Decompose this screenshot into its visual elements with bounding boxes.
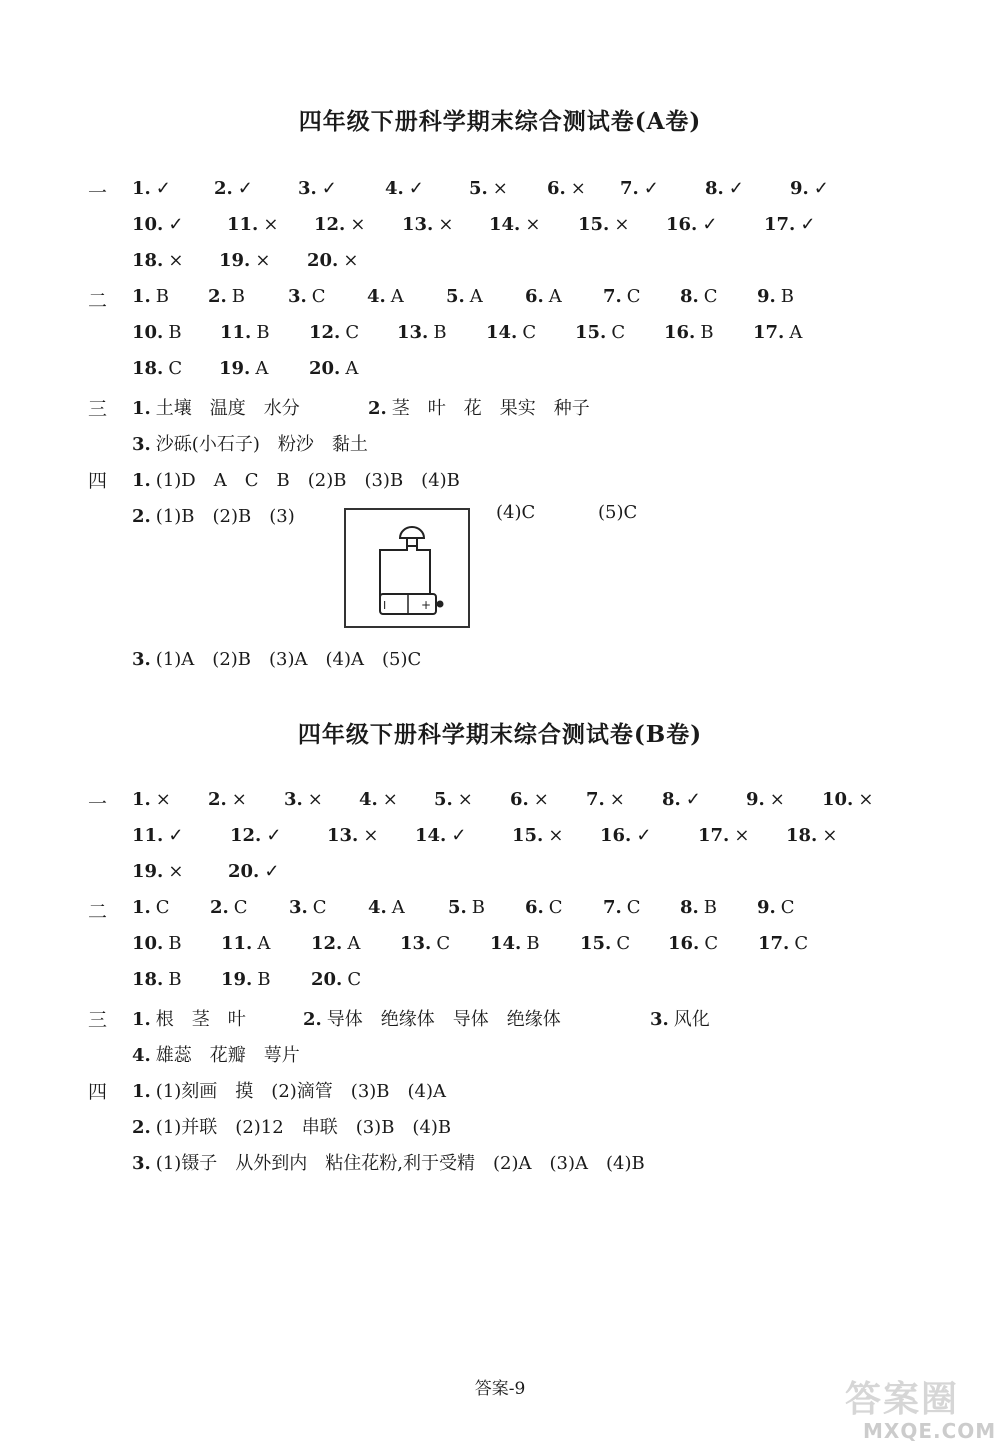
a-s2-label: 二 [88, 290, 108, 312]
answer-item: 8. ✓ [662, 789, 701, 810]
answer-item: 5. B [448, 897, 486, 918]
answer-item: 18. B [132, 969, 182, 990]
answer-item: 17. C [758, 933, 809, 954]
answer-item: 3. ✓ [298, 178, 337, 199]
answer-item: 6. C [525, 897, 563, 918]
answer-item: 3. 风化 [650, 1009, 710, 1030]
a-s1-row-3 [0, 250, 1000, 280]
answer-item: 11. ✓ [132, 825, 184, 846]
answer-item: 3. (1)镊子 从外到内 粘住花粉,利于受精 (2)A (3)A (4)B [132, 1153, 645, 1174]
b-s1-row-3 [0, 861, 1000, 891]
answer-item: 9. ✓ [790, 178, 829, 199]
answer-item: 17. × [698, 825, 750, 846]
site-watermark [845, 1380, 995, 1445]
answer-item: 1. B [132, 286, 170, 307]
answer-item: 16. ✓ [600, 825, 652, 846]
b-s2-row-3 [0, 969, 1000, 999]
paper-a-title: 四年级下册科学期末综合测试卷(A卷) [298, 108, 702, 135]
battery-minus-label: I [383, 599, 387, 612]
answer-item: 13. × [402, 214, 454, 235]
b-s4-row-2 [0, 1113, 1000, 1143]
answer-item: 19. A [219, 358, 269, 379]
a-s1-row-2 [0, 214, 1000, 244]
answer-item: 3. × [284, 789, 323, 810]
answer-item: (4)C [496, 502, 536, 523]
answer-item: 6. × [547, 178, 586, 199]
answer-item: 3. C [289, 897, 327, 918]
answer-item: 4. A [368, 897, 405, 918]
answer-item: 18. × [786, 825, 838, 846]
circuit-diagram [344, 508, 470, 628]
answer-item: 3. (1)A (2)B (3)A (4)A (5)C [132, 649, 422, 670]
b-s4-row-3 [0, 1149, 1000, 1179]
answer-item: 1. (1)D A C B (2)B (3)B (4)B [132, 470, 460, 491]
a-s4-row-3 [0, 645, 1000, 675]
answer-item: 7. C [603, 897, 641, 918]
answer-item: 11. A [221, 933, 271, 954]
b-s1-row-1 [0, 789, 1000, 819]
answer-item: 10. ✓ [132, 214, 184, 235]
answer-item: 12. × [314, 214, 366, 235]
answer-item: 2. ✓ [214, 178, 253, 199]
b-s3-row-2 [0, 1041, 1000, 1071]
answer-item: 10. B [132, 322, 182, 343]
answer-item: 1. C [132, 897, 170, 918]
b-s4-label: 四 [88, 1081, 108, 1103]
answer-item: 14. ✓ [415, 825, 467, 846]
answer-item: 11. × [227, 214, 279, 235]
answer-item: 2. 茎 叶 花 果实 种子 [368, 398, 590, 419]
a-s2-row-1 [0, 286, 1000, 316]
paper-b-title: 四年级下册科学期末综合测试卷(B卷) [297, 721, 703, 748]
answer-item: 2. 导体 绝缘体 导体 绝缘体 [303, 1009, 561, 1030]
b-s1-row-2 [0, 825, 1000, 855]
answer-item: 1. × [132, 789, 171, 810]
answer-item: 16. B [664, 322, 714, 343]
answer-item: 10. B [132, 933, 182, 954]
b-s2-row-1 [0, 897, 1000, 927]
answer-item: 15. C [580, 933, 631, 954]
answer-item: 15. × [578, 214, 630, 235]
b-s1-label: 一 [88, 793, 108, 815]
answer-item: 2. × [208, 789, 247, 810]
answer-item: 9. B [757, 286, 795, 307]
b-s2-row-2 [0, 933, 1000, 963]
answer-item: 1. (1)刻画 摸 (2)滴管 (3)B (4)A [132, 1081, 447, 1102]
a-s4-row-1 [0, 466, 1000, 496]
answer-item: 2. (1)B (2)B (3) [132, 506, 295, 527]
answer-item: 20. C [311, 969, 362, 990]
answer-item: 14. × [489, 214, 541, 235]
answer-item: 6. A [525, 286, 562, 307]
a-s3-row-1 [0, 394, 1000, 424]
answer-item: 4. A [367, 286, 404, 307]
answer-item: 3. C [288, 286, 326, 307]
battery-plus-label: + [421, 598, 432, 612]
answer-item: 1. ✓ [132, 178, 171, 199]
answer-item: 7. ✓ [620, 178, 659, 199]
answer-item: 16. ✓ [666, 214, 718, 235]
b-s3-label: 三 [88, 1009, 108, 1031]
answer-item: 11. B [220, 322, 270, 343]
a-s3-label: 三 [88, 398, 108, 420]
answer-item: 18. C [132, 358, 183, 379]
answer-item: (5)C [598, 502, 638, 523]
answer-item: 20. A [309, 358, 359, 379]
a-s1-label: 一 [88, 182, 108, 204]
a-s1-row-1 [0, 178, 1000, 208]
page-number: 答案-9 [474, 1379, 526, 1399]
answer-item: 12. C [309, 322, 360, 343]
answer-item: 13. B [397, 322, 447, 343]
watermark-bottom: MXQE.COM [863, 1419, 997, 1443]
a-s4-label: 四 [88, 470, 108, 492]
answer-item: 1. 土壤 温度 水分 [132, 398, 300, 419]
answer-item: 17. ✓ [764, 214, 816, 235]
answer-item: 2. (1)并联 (2)12 串联 (3)B (4)B [132, 1117, 452, 1138]
answer-item: 12. A [311, 933, 361, 954]
answer-item: 2. B [208, 286, 246, 307]
b-s2-label: 二 [88, 901, 108, 923]
answer-item: 5. × [469, 178, 508, 199]
answer-item: 1. 根 茎 叶 [132, 1009, 246, 1030]
answer-item: 5. A [446, 286, 483, 307]
answer-item: 20. × [307, 250, 359, 271]
answer-item: 14. B [490, 933, 540, 954]
a-s4-row-2 [0, 502, 1000, 532]
watermark-top: 答案圈 [845, 1379, 960, 1420]
circuit-bulb-battery-icon [346, 510, 468, 626]
answer-item: 13. × [327, 825, 379, 846]
answer-item: 2. C [210, 897, 248, 918]
b-s3-row-1 [0, 1005, 1000, 1035]
a-s2-row-2 [0, 322, 1000, 352]
answer-item: 9. C [757, 897, 795, 918]
answer-item: 4. ✓ [385, 178, 424, 199]
answer-item: 15. × [512, 825, 564, 846]
answer-item: 15. C [575, 322, 626, 343]
answer-item: 8. C [680, 286, 718, 307]
answer-item: 13. C [400, 933, 451, 954]
a-s3-row-2 [0, 430, 1000, 460]
answer-item: 7. × [586, 789, 625, 810]
answer-item: 20. ✓ [228, 861, 280, 882]
answer-item: 8. ✓ [705, 178, 744, 199]
answer-item: 6. × [510, 789, 549, 810]
answer-item: 5. × [434, 789, 473, 810]
answer-item: 19. B [221, 969, 271, 990]
answer-item: 10. × [822, 789, 874, 810]
answer-item: 18. × [132, 250, 184, 271]
answer-item: 17. A [753, 322, 803, 343]
answer-item: 19. × [132, 861, 184, 882]
answer-item: 14. C [486, 322, 537, 343]
answer-item: 4. 雄蕊 花瓣 萼片 [132, 1045, 300, 1066]
a-s2-row-3 [0, 358, 1000, 388]
answer-item: 8. B [680, 897, 718, 918]
answer-item: 4. × [359, 789, 398, 810]
answer-item: 3. 沙砾(小石子) 粉沙 黏土 [132, 434, 368, 455]
answer-item: 19. × [219, 250, 271, 271]
answer-item: 16. C [668, 933, 719, 954]
answer-item: 7. C [603, 286, 641, 307]
b-s4-row-1 [0, 1077, 1000, 1107]
answer-item: 9. × [746, 789, 785, 810]
answer-item: 12. ✓ [230, 825, 282, 846]
